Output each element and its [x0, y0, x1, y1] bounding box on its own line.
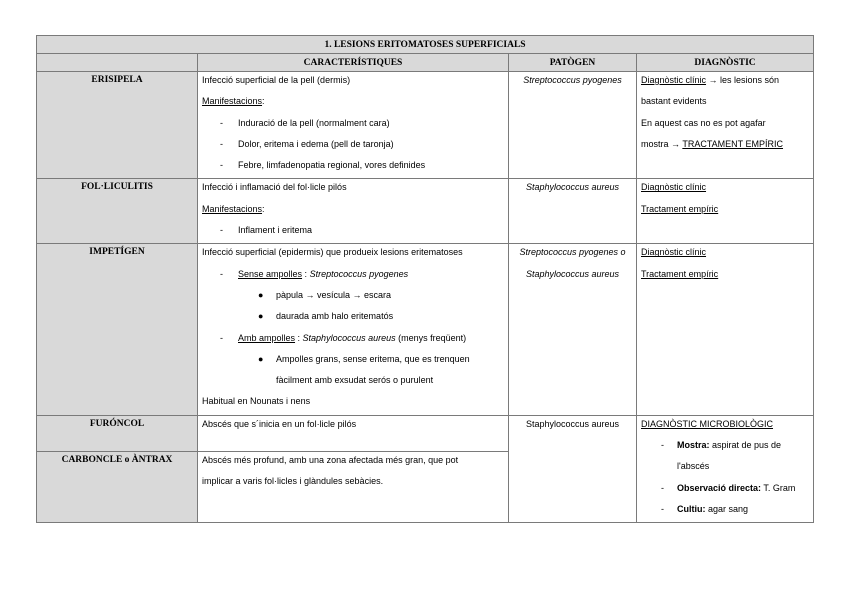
diagnosis-clinic: Diagnòstic clínic — [641, 75, 707, 85]
cell-diagnosis-erisipela: Diagnòstic clínic → les lesions són bastant evidents En aquest cas no es pot agafar mostra → TRACTAMENT EMPÍRIC — [637, 72, 814, 179]
pathogen-impetigen: Streptococcus pyogenes o — [519, 247, 626, 258]
empirical-treatment: Tractament empíric — [641, 268, 719, 279]
list-item: daurada amb halo eritematós — [276, 311, 394, 322]
cell-diagnosis-microbiologic: DIAGNÒSTIC MICROBIOLÒGIC - Mostra: aspirat de pus de l'abscés - Observació directa: T. Gram - Cultiu: agar sang — [637, 415, 814, 522]
habitual-note: Habitual en Nounats i nens — [202, 396, 311, 407]
header-diagnosis: DIAGNÒSTIC — [637, 54, 814, 72]
table-row-carboncle: CARBONCLE o ÀNTRAX Abscés més profund, amb una zona afectada més gran, que pot implicar a varis fol·licles i glàndules sebàcies. — [37, 452, 814, 523]
lesions-table — [36, 35, 814, 523]
pathogen-erisipela: Streptococcus pyogenes — [523, 75, 622, 85]
list-item: Ampolles grans, sense eritema, que es trenquen — [276, 353, 470, 364]
row-name-erisipela: ERISIPELA — [91, 75, 143, 85]
description: Infecció superficial (epidermis) que produeix lesions eritematoses — [202, 247, 463, 258]
manifestations-label: Manifestacions — [202, 96, 263, 107]
row-name-carboncle: CARBONCLE o ÀNTRAX — [61, 455, 173, 466]
pathogen-furoncol: Staphylococcus aureus — [525, 418, 620, 429]
diagnosis-clinic: Diagnòstic clínic — [641, 182, 707, 193]
without-blisters-label: Sense ampolles — [238, 268, 303, 279]
list-item: pàpula → vesícula → escara — [276, 289, 392, 300]
diagnosis-clinic: Diagnòstic clínic — [641, 247, 707, 258]
pathogen-folliculitis: Staphylococcus aureus — [525, 182, 620, 193]
description: Infecció i inflamació del fol·licle pilós — [202, 182, 347, 193]
cell-characteristics-folliculitis: Infecció i inflamació del fol·licle pilós Manifestacions: - Inflament i eritema — [198, 179, 509, 244]
cell-characteristics-erisipela: Infecció superficial de la pell (dermis) Manifestacions: - Induració de la pell (normalment cara) - Dolor, eritema i edema (pell de taronja) - Febre, limfadenopatia regional, vores definides — [198, 72, 509, 179]
list-item: Inflament i eritema — [238, 225, 313, 236]
with-blisters-label: Amb ampolles — [238, 332, 296, 343]
row-name-folliculitis: FOL·LICULITIS — [81, 182, 153, 193]
cell-characteristics-impetigen: Infecció superficial (epidermis) que produeix lesions eritematoses - Sense ampolles : Streptococcus pyogenes ● pàpula → vesícula → escara ● daurada amb halo eritematós - Amb ampolles : Staphylococcus aureus (menys freqüent) ● Ampolles grans, sense eritema, que es trenquen fàcilment amb exsudat serós o purulent Habitual en Nounats i nens — [198, 244, 509, 415]
table-title: 1. LESIONS ERITOMATOSES SUPERFICIALS — [37, 36, 814, 54]
description: Abscés més profund, amb una zona afectada més gran, que pot — [202, 455, 459, 466]
row-name-impetigen: IMPETÍGEN — [89, 247, 145, 258]
list-item: Dolor, eritema i edema (pell de taronja) — [238, 138, 394, 149]
table-row-furoncol — [37, 415, 814, 451]
empirical-treatment: Tractament empíric — [641, 203, 719, 214]
header-characteristics: CARACTERÍSTIQUES — [198, 54, 509, 72]
table-row-folliculitis — [37, 179, 814, 244]
table-row-erisipela — [37, 72, 814, 179]
header-empty — [37, 54, 198, 72]
microbiological-diagnosis-title: DIAGNÒSTIC MICROBIOLÒGIC — [641, 418, 774, 429]
list-item: Induració de la pell (normalment cara) — [238, 117, 390, 128]
table-row-impetigen: IMPETÍGEN Infecció superficial (epidermis) que produeix lesions eritematoses - Sense ampolles : Streptococcus pyogenes ● pàpula → vesícula → escara ● daurada amb halo eritematós - Amb ampolles : Staphylococcus aureus (menys freqüent) ● Ampolles grans, sense eritema, que es trenquen fàcilment amb exsudat serós o purulent Habitual en Nounats i nens Streptococcus pyogenes o Staphylococcus aureus Diagnòstic clínic Tractament empíric — [37, 244, 814, 415]
empirical-treatment: TRACTAMENT EMPÍRIC — [682, 138, 784, 149]
manifestations-label: Manifestacions — [202, 203, 263, 214]
row-name-furoncol: FURÓNCOL — [89, 418, 145, 429]
header-pathogen: PATÒGEN — [509, 54, 637, 72]
list-item: Febre, limfadenopatia regional, vores definides — [238, 160, 426, 171]
description: Abscés que s´inicia en un fol·licle pilós — [202, 418, 357, 429]
description: Infecció superficial de la pell (dermis) — [202, 75, 351, 85]
